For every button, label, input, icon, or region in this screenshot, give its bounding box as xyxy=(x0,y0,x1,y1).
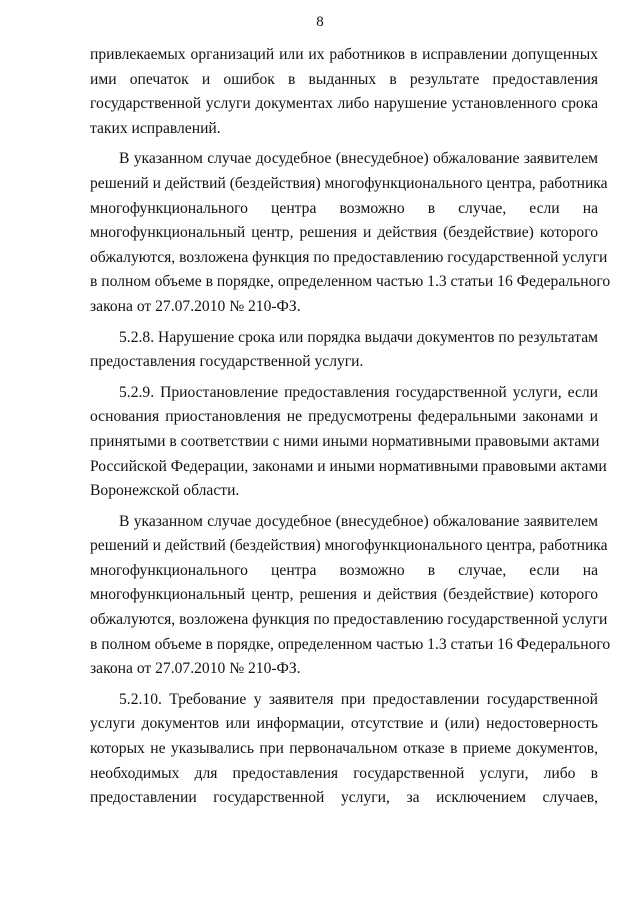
text-line: закона от 27.07.2010 № 210-ФЗ. xyxy=(90,297,301,315)
text-line: Воронежской области. xyxy=(90,482,240,500)
text-line: В указанном случае досудебное (внесудебное) обжалование заявителем xyxy=(119,512,598,530)
text-line: государственной услуги документах либо нарушение установленного срока xyxy=(90,95,598,113)
paragraph-appeal-note-1 xyxy=(90,147,611,319)
text-line: таких исправлений. xyxy=(90,119,221,137)
text-line: принятыми в соответствии с ними иными нормативными правовыми актами xyxy=(90,432,600,450)
text-line: многофункционального центра возможно в случае, если на xyxy=(90,199,598,217)
text-line: в полном объеме в порядке, определенном частью 1.3 статьи 16 Федерального xyxy=(90,273,611,291)
text-line: обжалуются, возложена функция по предоставлению государственной услуги xyxy=(90,611,608,629)
paragraph-continuation xyxy=(90,43,598,141)
document-body xyxy=(90,43,611,811)
paragraph-5-2-8 xyxy=(90,326,598,375)
text-line: В указанном случае досудебное (внесудебное) обжалование заявителем xyxy=(119,150,598,168)
text-line: закона от 27.07.2010 № 210-ФЗ. xyxy=(90,660,301,678)
text-line: необходимых для предоставления государственной услуги, либо в xyxy=(90,764,598,782)
text-line: предоставлении государственной услуги, за исключением случаев, xyxy=(90,789,598,807)
text-line: в полном объеме в порядке, определенном частью 1.3 статьи 16 Федерального xyxy=(90,635,611,653)
text-line: предоставления государственной услуги. xyxy=(90,353,364,371)
text-line: Российской Федерации, законами и иными нормативными правовыми актами xyxy=(90,457,607,475)
text-line: которых не указывались при первоначальном отказе в приеме документов, xyxy=(90,740,598,758)
text-line: решений и действий (бездействия) многофункционального центра, работника xyxy=(90,537,608,555)
text-line: ими опечаток и ошибок в выданных в результате предоставления xyxy=(90,70,598,88)
text-line: решений и действий (бездействия) многофункционального центра, работника xyxy=(90,174,608,192)
text-line: обжалуются, возложена функция по предоставлению государственной услуги xyxy=(90,248,608,266)
text-line: 5.2.10. Требование у заявителя при предоставлении государственной xyxy=(119,690,598,708)
text-line: 5.2.8. Нарушение срока или порядка выдачи документов по результатам xyxy=(119,328,598,346)
paragraph-5-2-9 xyxy=(90,381,607,504)
paragraph-5-2-10 xyxy=(90,688,598,811)
text-line: многофункциональный центр, решения и действия (бездействие) которого xyxy=(90,224,598,242)
page-number: 8 xyxy=(316,14,324,30)
text-line: многофункционального центра возможно в случае, если на xyxy=(90,561,598,579)
text-line: многофункциональный центр, решения и действия (бездействие) которого xyxy=(90,586,598,604)
text-line: привлекаемых организаций или их работников в исправлении допущенных xyxy=(90,46,598,63)
text-line: услуги документов или информации, отсутствие и (или) недостоверность xyxy=(90,715,598,733)
text-line: основания приостановления не предусмотрены федеральными законами и xyxy=(90,408,598,426)
text-line: 5.2.9. Приостановление предоставления государственной услуги, если xyxy=(119,383,598,401)
paragraph-appeal-note-2 xyxy=(90,510,611,682)
